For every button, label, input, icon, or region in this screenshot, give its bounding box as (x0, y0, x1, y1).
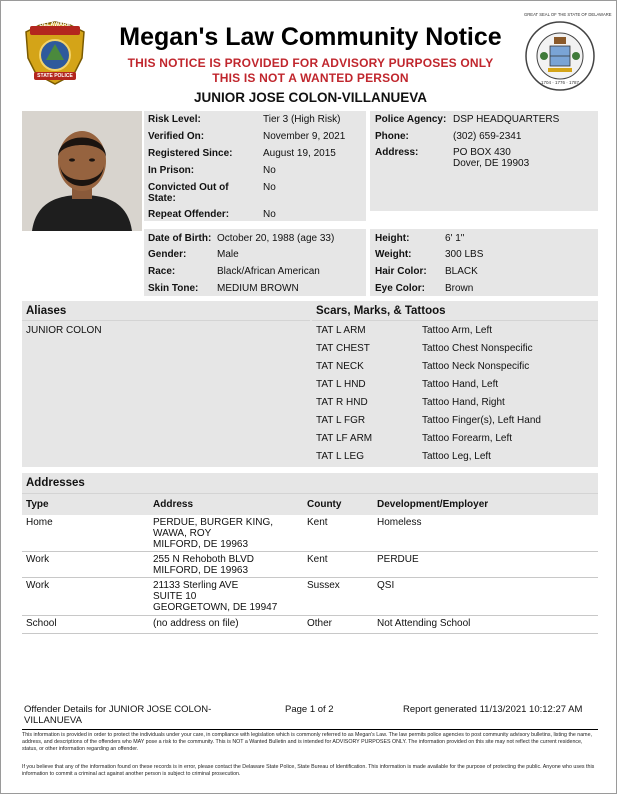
col-type: Type (26, 499, 49, 510)
phone-label: Phone: (375, 131, 409, 142)
scar-code: TAT R HND (316, 397, 368, 408)
row-divider (22, 633, 598, 634)
scar-desc: Tattoo Neck Nonspecific (422, 361, 530, 372)
row-divider (22, 577, 598, 578)
badge-top-text: DELAWARE (39, 22, 71, 28)
convicted-out-of-state-value: No (263, 182, 276, 193)
address-type: Work (26, 580, 50, 591)
scar-desc: Tattoo Hand, Right (422, 397, 505, 408)
footer-page-number: Page 1 of 2 (285, 704, 334, 715)
col-address: Address (153, 499, 194, 510)
scars-title: Scars, Marks, & Tattoos (316, 305, 446, 317)
row-divider (22, 551, 598, 552)
seal-ring-text: GREAT SEAL OF THE STATE OF DELAWARE (524, 12, 612, 17)
footer-details-line1: Offender Details for JUNIOR JOSE COLON- (24, 704, 212, 715)
race-value: Black/African American (217, 266, 320, 277)
row-divider (22, 615, 598, 616)
disclaimer-text-2: If you believe that any of the information found on these records is in error, please contact the Delaware State Police, State Bureau of Identification. This information is made available for the purpose of protecting the public. Anyone who uses this information to commit a criminal act against another person is subject to criminal prosecution. (22, 764, 595, 777)
alias-item: JUNIOR COLON (26, 325, 102, 336)
address-employer: QSI (377, 580, 395, 591)
address-line: MILFORD, DE 19963 (153, 539, 249, 550)
address-line: 255 N Rehoboth BLVD (153, 554, 254, 565)
weight-label: Weight: (375, 249, 412, 260)
scar-desc: Tattoo Finger(s), Left Hand (422, 415, 541, 426)
footer-divider (22, 729, 598, 730)
address-line: SUITE 10 (153, 591, 197, 602)
address-line: PERDUE, BURGER KING, (153, 517, 274, 528)
address-county: Sussex (307, 580, 340, 591)
agency-address-label: Address: (375, 147, 419, 158)
address-county: Kent (307, 517, 328, 528)
address-employer: Homeless (377, 517, 422, 528)
page-title: Megan's Law Community Notice (119, 23, 502, 51)
repeat-offender-value: No (263, 209, 276, 220)
footer-generated: Report generated 11/13/2021 10:12:27 AM (403, 704, 583, 715)
eye-color-value: Brown (445, 283, 474, 294)
verified-on-label: Verified On: (148, 131, 205, 142)
col-county: County (307, 499, 342, 510)
offender-photo (22, 111, 142, 231)
footer-details-line2: VILLANUEVA (24, 715, 82, 726)
badge-bottom-text: STATE POLICE (37, 73, 73, 79)
risk-level-value: Tier 3 (High Risk) (263, 114, 341, 125)
address-line: 21133 Sterling AVE (153, 580, 239, 591)
scar-code: TAT L HND (316, 379, 366, 390)
hair-color-label: Hair Color: (375, 266, 427, 277)
scar-desc: Tattoo Leg, Left (422, 451, 491, 462)
scar-code: TAT LF ARM (316, 433, 373, 444)
in-prison-label: In Prison: (148, 165, 195, 176)
registered-since-label: Registered Since: (148, 148, 233, 159)
scar-code: TAT L FGR (316, 415, 366, 426)
address-county: Kent (307, 554, 328, 565)
scar-code: TAT L ARM (316, 325, 366, 336)
addresses-title: Addresses (26, 477, 85, 489)
address-line: GEORGETOWN, DE 19947 (153, 602, 278, 613)
scar-code: TAT L LEG (316, 451, 364, 462)
addresses-title-divider (22, 493, 598, 494)
col-employer: Development/Employer (377, 499, 489, 510)
scar-code: TAT CHEST (316, 343, 370, 354)
address-type: Work (26, 554, 50, 565)
scars-divider (312, 320, 598, 321)
dob-label: Date of Birth: (148, 233, 212, 244)
registered-since-value: August 19, 2015 (263, 148, 336, 159)
agency-address-line1: PO BOX 430 (453, 147, 511, 158)
address-county: Other (307, 618, 333, 629)
skin-tone-label: Skin Tone: (148, 283, 199, 294)
scar-desc: Tattoo Arm, Left (422, 325, 493, 336)
scar-desc: Tattoo Chest Nonspecific (422, 343, 533, 354)
risk-level-label: Risk Level: (148, 114, 201, 125)
address-line: MILFORD, DE 19963 (153, 565, 249, 576)
address-employer: Not Attending School (377, 618, 471, 629)
in-prison-value: No (263, 165, 276, 176)
advisory-line-2: THIS IS NOT A WANTED PERSON (212, 71, 409, 85)
address-type: Home (26, 517, 53, 528)
eye-color-label: Eye Color: (375, 283, 426, 294)
offender-name: JUNIOR JOSE COLON-VILLANUEVA (193, 90, 428, 105)
race-label: Race: (148, 266, 176, 277)
convicted-out-of-state-label: Convicted Out of State: (148, 182, 229, 204)
scar-code: TAT NECK (316, 361, 364, 372)
repeat-offender-label: Repeat Offender: (148, 209, 230, 220)
agency-address-line2: Dover, DE 19903 (453, 158, 530, 169)
police-agency-label: Police Agency: (375, 114, 447, 125)
address-type: School (26, 618, 57, 629)
aliases-divider (22, 320, 310, 321)
address-employer: PERDUE (377, 554, 419, 565)
verified-on-value: November 9, 2021 (263, 131, 346, 142)
seal-dates: 1704 · 1776 · 1787 (540, 80, 580, 85)
police-agency-value: DSP HEADQUARTERS (453, 114, 560, 125)
advisory-line-1: THIS NOTICE IS PROVIDED FOR ADVISORY PURPOSES ONLY (127, 56, 494, 70)
aliases-title: Aliases (26, 305, 67, 317)
weight-value: 300 LBS (445, 249, 484, 260)
hair-color-value: BLACK (445, 266, 478, 277)
scar-desc: Tattoo Forearm, Left (422, 433, 513, 444)
address-line: WAWA, ROY (153, 528, 212, 539)
phone-value: (302) 659-2341 (453, 131, 522, 142)
gender-value: Male (217, 249, 239, 260)
dob-value: October 20, 1988 (age 33) (217, 233, 335, 244)
height-value: 6' 1" (445, 233, 465, 244)
height-label: Height: (375, 233, 410, 244)
address-line: (no address on file) (153, 618, 239, 629)
scar-desc: Tattoo Hand, Left (422, 379, 499, 390)
skin-tone-value: MEDIUM BROWN (217, 283, 299, 294)
gender-label: Gender: (148, 249, 187, 260)
disclaimer-text-1: This information is provided in order to protect the individuals under your care, in compliance with legislation which is commonly referred to as Megan's Law. The law permits police agencies to post community advisory bulletins, listing the name, address, and descriptions of the offenders who MAY pose a risk to the community. This is NOT a Wanted Bulletin and is intended for ADVISORY PURPOSES ONLY. The information provided on this site may not reflect the current residence, status, or other information regarding an offender. (22, 732, 593, 752)
